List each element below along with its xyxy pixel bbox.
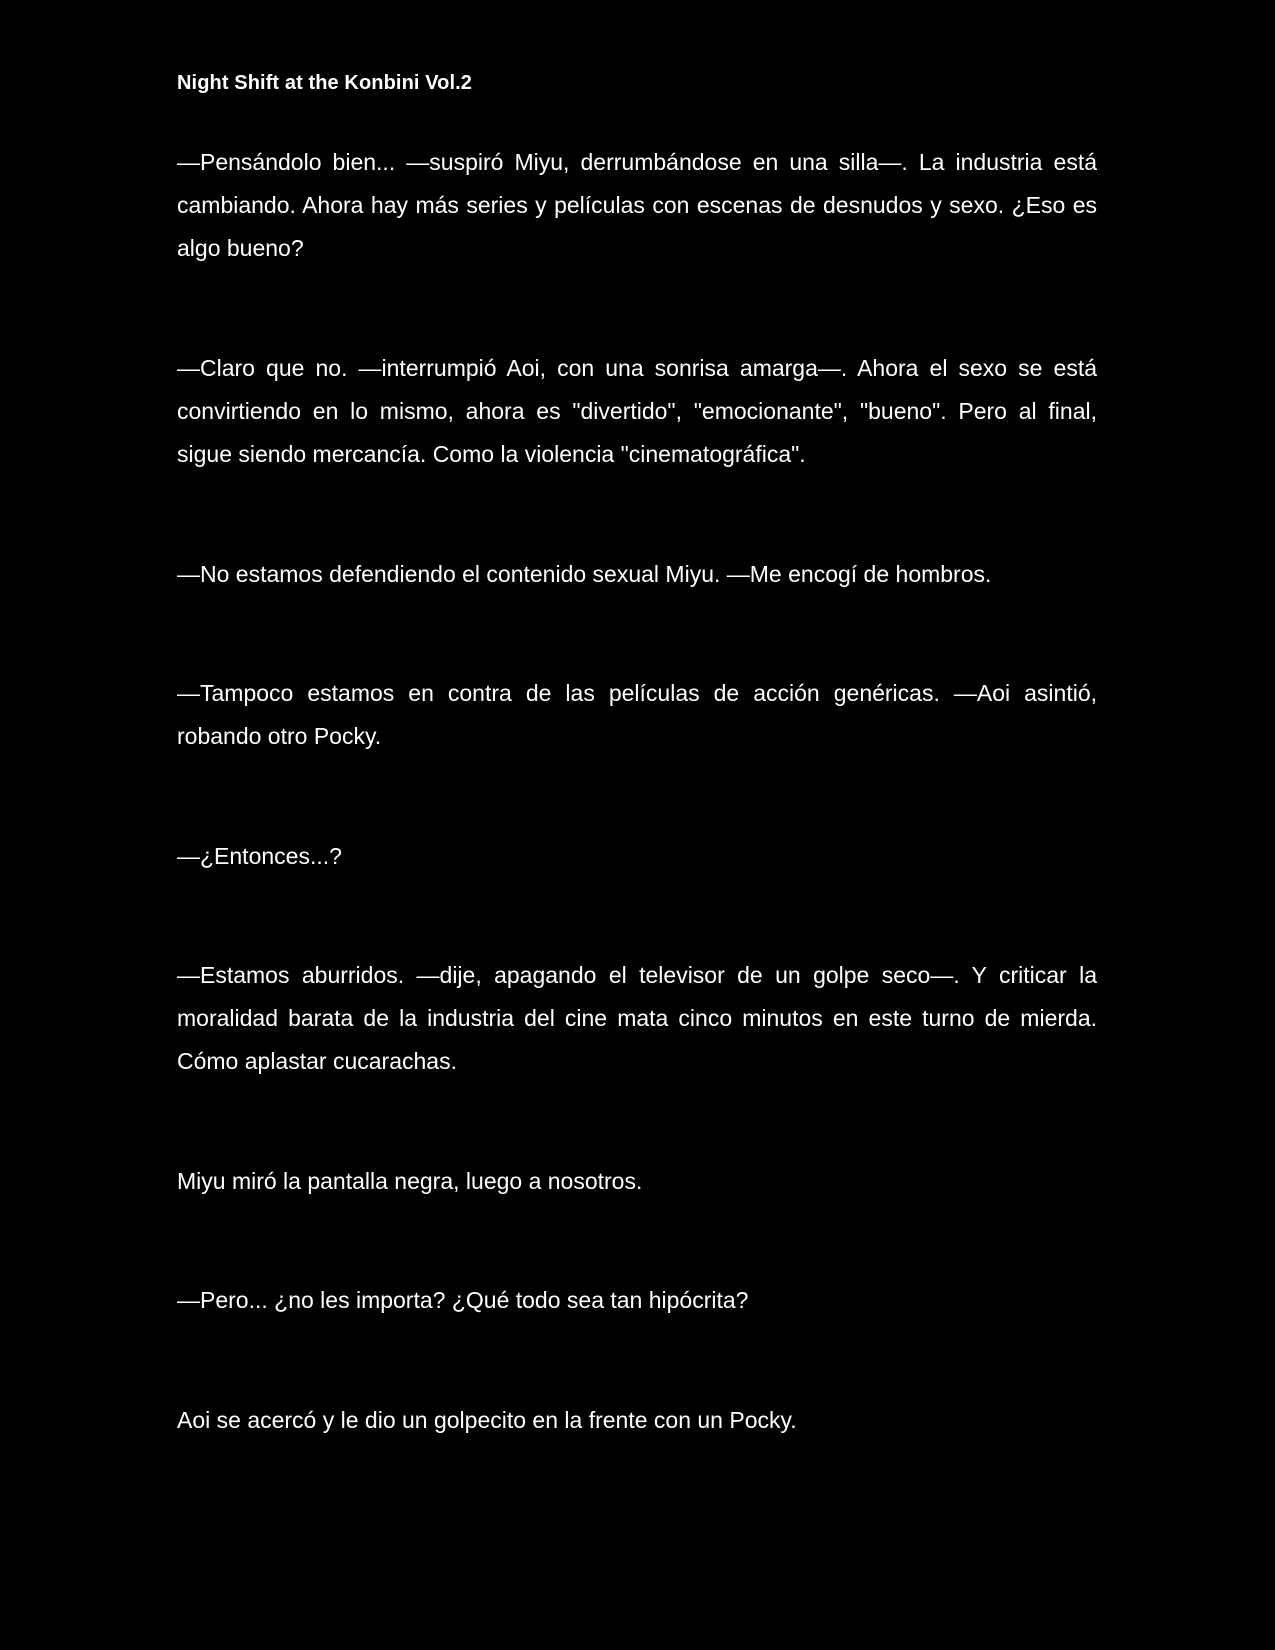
paragraph: —Pensándolo bien... —suspiró Miyu, derrumbándose en una silla—. La industria está cambiando. Ahora hay más series y películas con escenas de desnudos y sexo. ¿Eso es algo bueno? (177, 149, 1097, 261)
paragraph: Aoi se acercó y le dio un golpecito en la frente con un Pocky. (177, 1407, 797, 1433)
paragraph: —Estamos aburridos. —dije, apagando el televisor de un golpe seco—. Y criticar la moralidad barata de la industria del cine mata cinco minutos en este turno de mierda. Cómo aplastar cucarachas. (177, 962, 1097, 1074)
paragraph: —No estamos defendiendo el contenido sexual Miyu. —Me encogí de hombros. (177, 561, 992, 587)
paragraph: —Tampoco estamos en contra de las películas de acción genéricas. —Aoi asintió, robando otro Pocky. (177, 680, 1097, 749)
paragraph: —Pero... ¿no les importa? ¿Qué todo sea tan hipócrita? (177, 1287, 749, 1313)
paragraph: Miyu miró la pantalla negra, luego a nosotros. (177, 1168, 643, 1194)
paragraph: —Claro que no. —interrumpió Aoi, con una sonrisa amarga—. Ahora el sexo se está convirtiendo en lo mismo, ahora es "divertido", "emocionante", "bueno". Pero al final, sigue siendo mercancía. Como la violencia "cinematográfica". (177, 355, 1097, 467)
running-header: Night Shift at the Konbini Vol.2 (177, 72, 473, 94)
body-text (177, 141, 1097, 1442)
paragraph: —¿Entonces...? (177, 843, 342, 869)
